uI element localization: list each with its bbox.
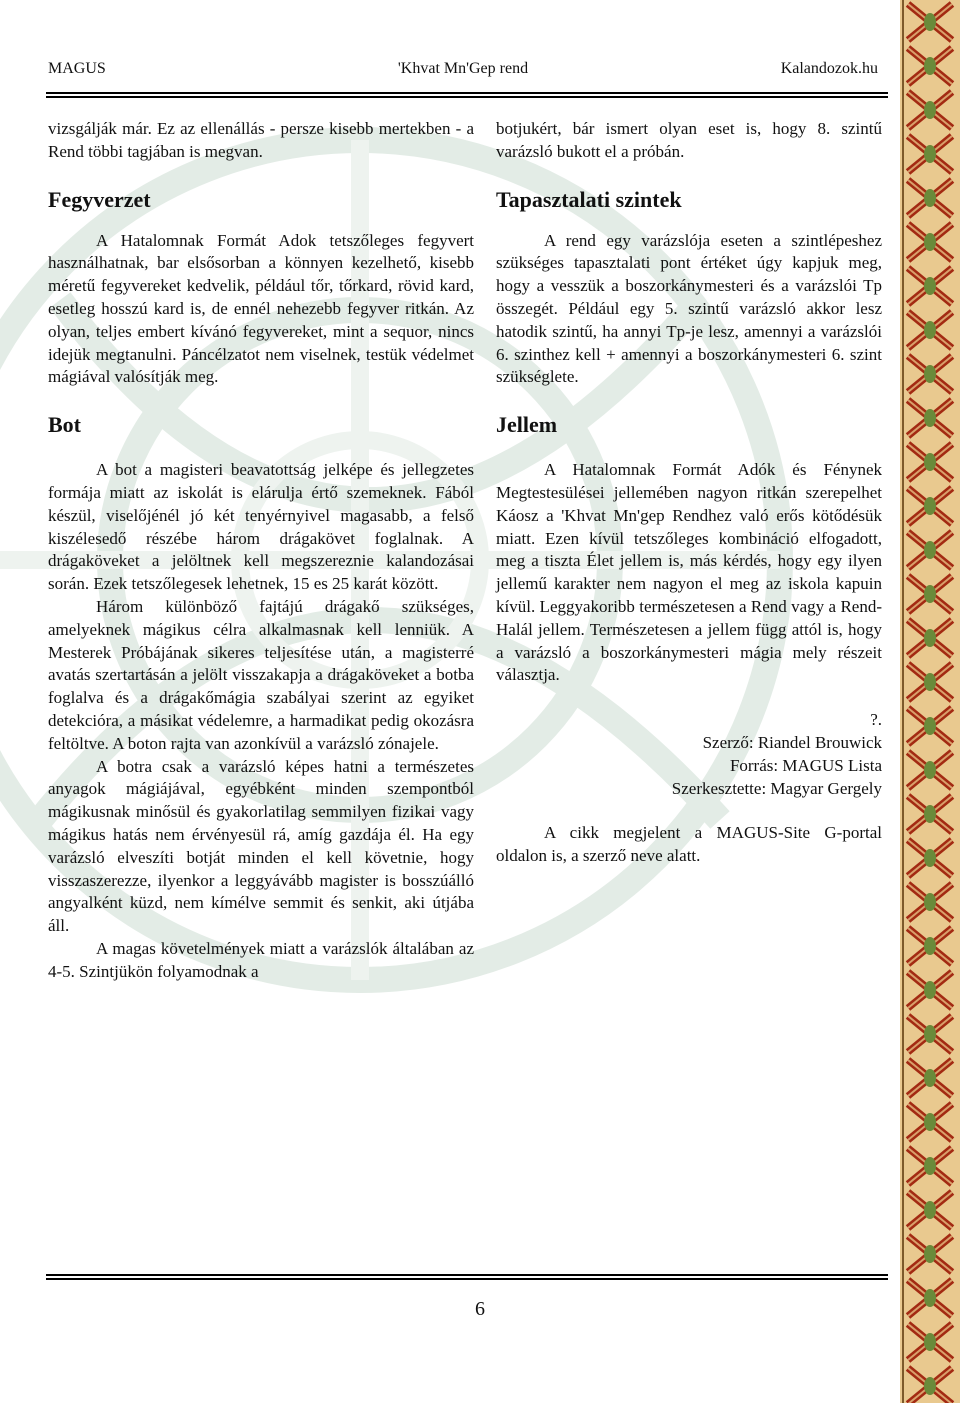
decorative-chain-border — [900, 0, 960, 1403]
credits-source: Forrás: MAGUS Lista — [729, 755, 882, 775]
header-title: 'Khvat Mn'Gep rend — [397, 60, 529, 77]
bot-paragraph-3: A botra csak a varázsló képes hatni a természetes anyagok mágiájával, egyébként minden szempontból mágikusnak minősül és gyakorlatilag semmilyen fizikai vagy mágikus hatás nem érvényesül rá, amíg gazdája él. Ha egy varázsló elveszíti botját minden el kell követnie, hogy visszaszerezze, ilyenkor a leggyávább magister is bosszúálló angyalként küzd, nem kímélve semmit és senkit, aki útjába áll. — [48, 756, 474, 936]
jellem-paragraph: A Hatalomnak Formát Adók és Fénynek Megtestesülései jellemében nagyon ritkán szerepelhet Káosz a 'Khvat Mn'gep Rendhez való erős kötődésük miatt. Ezen kívül tetszőleges kombináció elfogadott, meg a tiszta Élet jellem is, más kérdés, hogy egy ilyen jellemű karakter nem nagyon el meg az iskola kapuin kívül. Leggyakoribb természetesen a Rend vagy a Rend-Halál jellem. Természetesen a jellem függ attól is, hogy a varázsló a boszorkánymesteri mágia mely részeit választja. — [496, 460, 882, 685]
publication-note: A cikk megjelent a MAGUS-Site G-portal oldalon is, a szerző neve alatt. — [496, 823, 882, 866]
heading-jellem: Jellem — [496, 412, 558, 438]
header-right: Kalandozok.hu — [780, 60, 878, 77]
footer-rule — [46, 1274, 888, 1280]
credits-mark: ?. — [870, 710, 882, 730]
left-intro-paragraph: vizsgálják már. Ez az ellenállás - persze kisebb mertekben - a Rend többi tagjában is megvan. — [48, 119, 474, 161]
fegyverzet-paragraph: A Hatalomnak Formát Adok tetszőleges fegyvert használhatnak, bar elsősorban a könnyen kezelhető, kisebb méretű fegyvereket kedvelik, például tőr, tőrkard, rövid kard, esetleg hosszú kard is, de ennél nehezebb fegyver ritkán. Az olyan, teljes embert kívánó fegyvereket, mint a sequor, nincs idejük megtanulni. Páncélzatot nem viselnek, testük védelmet mágiával valósítják meg. — [48, 230, 474, 387]
heading-tapasztalati-szintek: Tapasztalati szintek — [496, 186, 682, 212]
credits-author: Szerző: Riandel Brouwick — [702, 732, 882, 752]
bot-paragraph-2: Három különböző fajtájú drágakő szükséges, amelyeknek mágikus célra alkalmasnak kell lenniük. A Mesterek Próbájának sikeres teljesítése után, a magisterré avatás szertartásán a jelölt visszakapja a drágaköveket a botba foglalva és a drágakőmágia szabályai szerint az egyiket detekcióra, a másikat védelemre, a harmadikat pedig okozásra feltöltve. A boton rajta van azonkívül a varázsló zónajele. — [48, 596, 474, 753]
left-column — [48, 118, 474, 984]
heading-bot: Bot — [48, 412, 81, 438]
bot-paragraph-1: A bot a magisteri beavatottság jelképe és jellegzetes formája miatt az iskolát is elárulja értő szemeknek. Fából készül, viselőjénél jó két tenyérnyivel magasabb, a felső kiszélesedő részébe három drágakövet foglalnak. A drágaköveket a jelöltnek kell megszereznie kalandozásai során. Ezek tetszőlegesek lehetnek, 15 es 25 karát között. — [48, 460, 474, 594]
header-left: MAGUS — [48, 60, 106, 77]
bot-paragraph-4: A magas követelmények miatt a varázslók általában az 4-5. Szintjükön folyamodnak a — [48, 938, 474, 981]
page-header — [48, 60, 878, 82]
header-rule — [46, 92, 888, 98]
page-number: 6 — [475, 1298, 485, 1320]
tapasztalati-paragraph: A rend egy varázslója eseten a szintlépeshez szükséges tapasztalati pont értéket úgy kapjuk meg, hogy a vesszük a boszorkánymesteri és a varázslói Tp összegét. Például egy 5. szintű varázsló akkor lesz hatodik szintű, ha annyi Tp-je lesz, amennyi a varázslói 6. szinthez kell + amennyi a boszorkánymesteri 6. szint szükséglete. — [496, 230, 882, 387]
right-column — [496, 118, 882, 868]
heading-fegyverzet: Fegyverzet — [48, 186, 151, 212]
credits-editor: Szerkesztette: Magyar Gergely — [671, 778, 882, 798]
right-intro-paragraph: botjukért, bár ismert olyan eset is, hogy 8. szintű varázsló bukott el a próbán. — [496, 119, 882, 161]
